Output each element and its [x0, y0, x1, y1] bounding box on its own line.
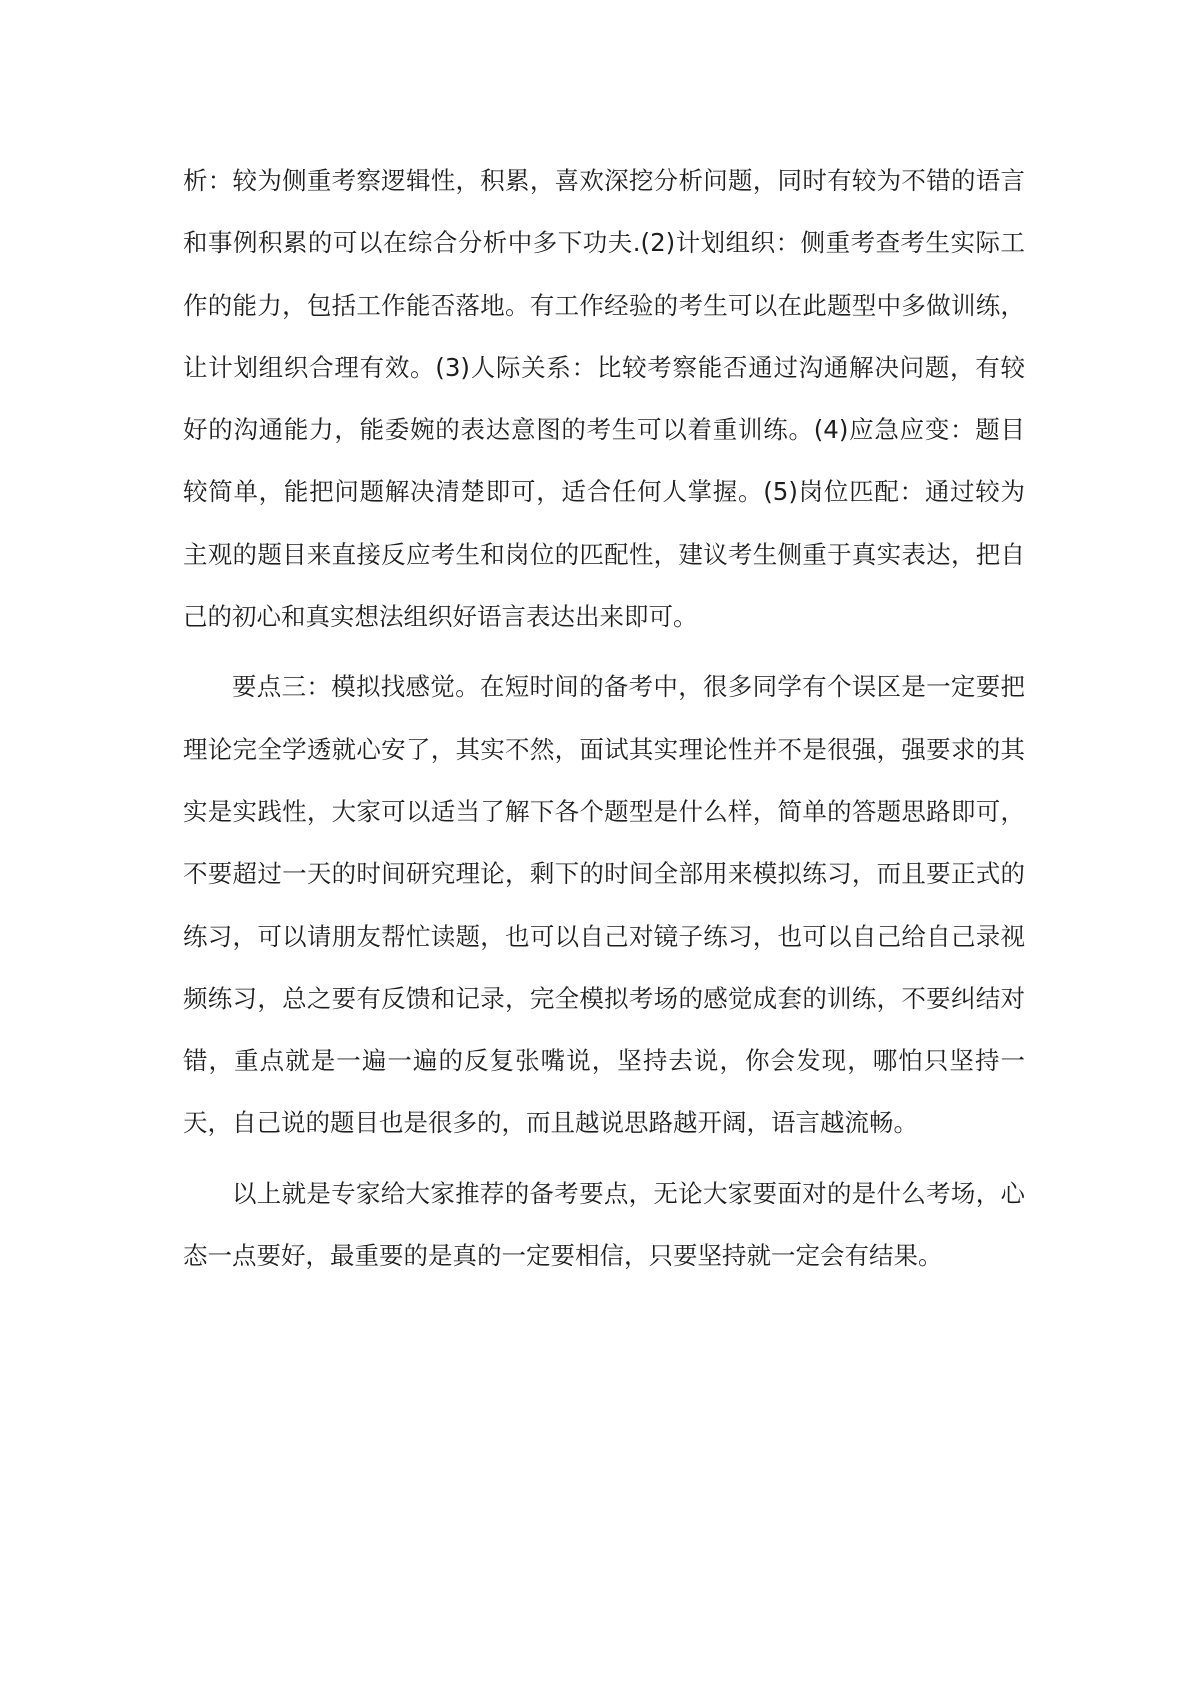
- paragraph-analysis-types: 析：较为侧重考察逻辑性，积累，喜欢深挖分析问题，同时有较为不错的语言和事例积累的可以在综合分析中多下功夫.(2)计划组织：侧重考查考生实际工作的能力，包括工作能否落地。有工作经验的考生可以在此题型中多做训练，让计划组织合理有效。(3)人际关系：比较考察能否通过沟通解决问题，有较好的沟通能力，能委婉的表达意图的考生可以着重训练。(4)应急应变：题目较简单，能把问题解决清楚即可，适合任何人掌握。(5)岗位匹配：通过较为主观的题目来直接反应考生和岗位的匹配性，建议考生侧重于真实表达，把自己的初心和真实想法组织好语言表达出来即可。: [183, 166, 1025, 632]
- paragraph-conclusion: 以上就是专家给大家推荐的备考要点，无论大家要面对的是什么考场，心态一点要好，最重要的是真的一定要相信，只要坚持就一定会有结果。: [183, 1178, 1025, 1271]
- document-body: [183, 150, 1025, 1287]
- paragraph-point-three: 要点三：模拟找感觉。在短时间的备考中，很多同学有个误区是一定要把理论完全学透就心安了，其实不然，面试其实理论性并不是很强，强要求的其实是实践性，大家可以适当了解下各个题型是什么样，简单的答题思路即可，不要超过一天的时间研究理论，剩下的时间全部用来模拟练习，而且要正式的练习，可以请朋友帮忙读题，也可以自己对镜子练习，也可以自己给自己录视频练习，总之要有反馈和记录，完全模拟考场的感觉成套的训练，不要纠结对错，重点就是一遍一遍的反复张嘴说，坚持去说，你会发现，哪怕只坚持一天，自己说的题目也是很多的，而且越说思路越开阔，语言越流畅。: [183, 672, 1025, 1138]
